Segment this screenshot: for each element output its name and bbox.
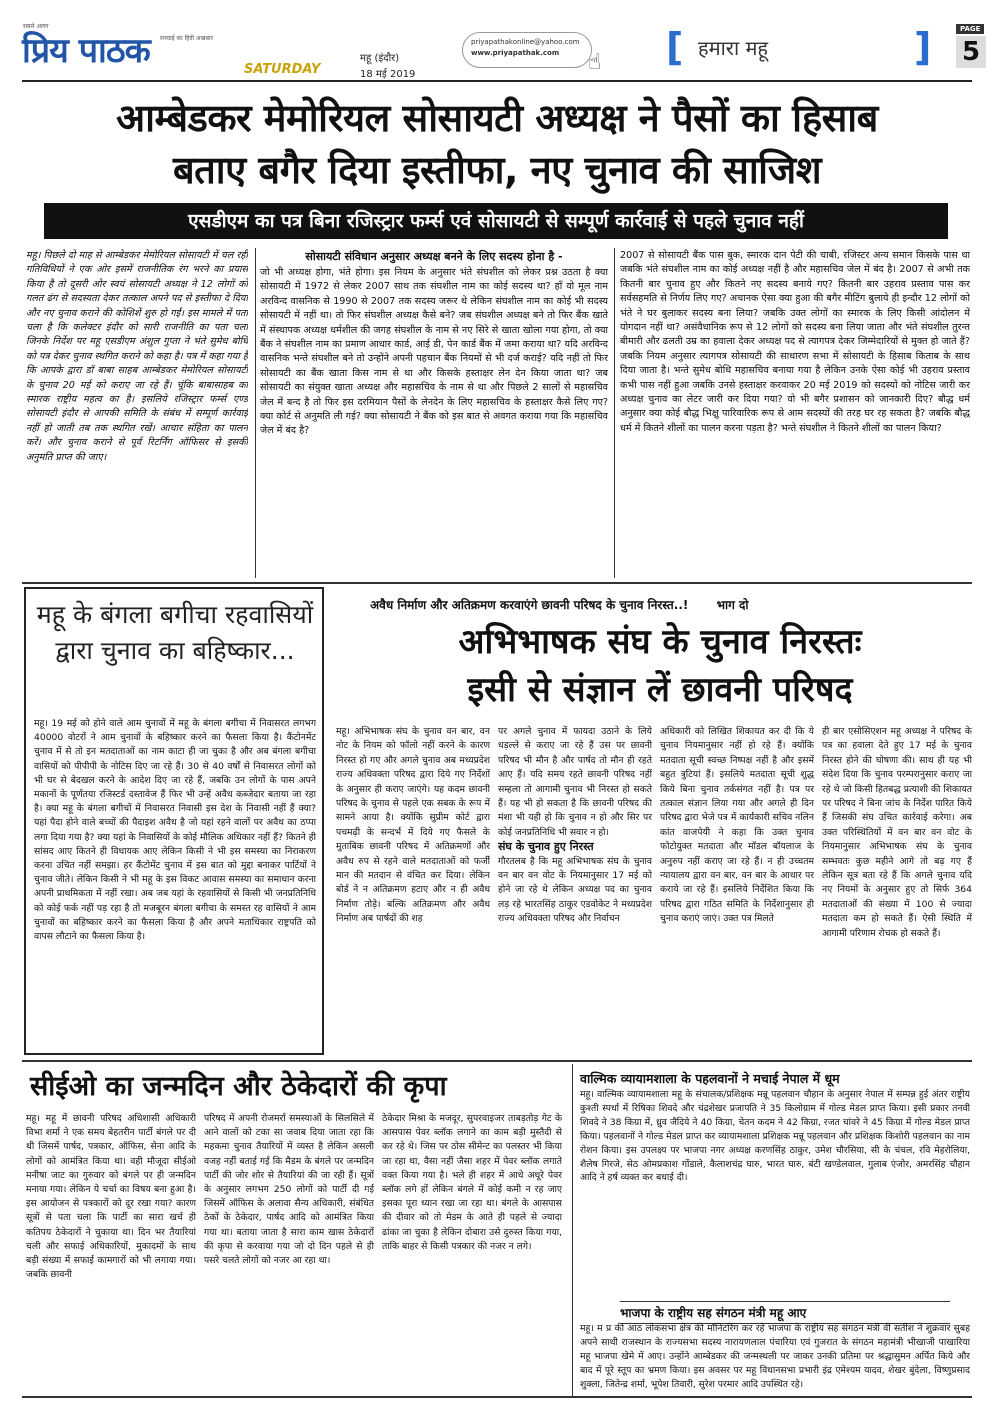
boxed-story-body: महू। 19 मई को होने वाले आम चुनावों में महू के बंगला बगीचा में निवासरत लगभग 40000 वोटरों ने आम चुनावों के बहिष्कार करने का फैसला किया है। कैंटोनमेंट चुनाव में से तो इन मतदाताओं का नाम काटा ही जा चुका है और अब बंगला बगीचा वासियों को पीपीपी के नोटिस दिए जा रहे हैं। 30 से 40 वर्षों से निवासरत लोगों को भी घर से बेदखल करने के आदेश दिए जा रहे हैं, जबकि उन लोगों के पास अपने मकानों के पूर्णतया रजिस्टर्ड दस्तावेज हैं फिर भी उन्हें अवैध कब्जेदार बताया जा रहा है। क्या महू के बंगला बगीचों में निवासरत निवासी इस देश के निवासी नहीं हैं क्या? यहां पैदा होने वाले बच्चों की पैदाइश अवैध है जो यहां रहने वालों पर अवैध का ठप्पा लगा दिया गया है? क्या यहां के निवासियों के कोई मौलिक अधिकार नहीं हैं? कितने ही सांसद आए कितने ही विधायक आए लेकिन किसी ने भी इस समस्या का निराकरण करना उचित नहीं समझा। हर कैंटोमेंट चुनाव में इस बात को मुद्दा बनाकर पार्टियों ने चुनाव जीते। लेकिन किसी ने भी महू के इस विकट आवास समस्या का समाधान करना अपनी प्राथमिकता में नहीं रखा। अब जब यहां के रहवासियों से किसी भी जनप्रतिनिधि को कोई फर्क नहीं पड़ रहा है तो मजबूरन बंगला बगीचा के समस्त रह वासियों ने आम चुनावों का बहिष्कार करने का फैसला किया है और अपने मताधिकार राष्ट्रपति को वापस लौटाने का फैसला किया है। [34,718,316,943]
column-divider [614,248,615,578]
column-divider [572,1064,573,1396]
pointing-hand-icon: ☝ [588,50,602,75]
bjp-story-body: महू। म प्र की आठ लोकसभा क्षेत्र की मॉनिटरिंग कर रहे भाजपा के राष्ट्रीय सह संगठन मंत्री वी सतीश ने शुक्रवार सुबह अपने साथी राजस्थान के राज्यसभा सदस्य नारायणलाल पंचारिया एवं गुजरात के संगठन महामंत्री भीखाजी पाखारिया महू भाजपा खेमे में आए। उन्होंने आम्बेडकर की जन्मस्थली पर जाकर उनकी प्रतिमा पर श्रद्धासुमन अर्पित किये और बाद में पूरे स्तूप का भ्रमण किया। इस अवसर पर महू विधानसभा प्रभारी इंद्र एमेश्यम यादव, शेखर बुंदेला, विष्णुप्रसाद शुक्ला, जितेन्द्र शर्मा, भूपेश तिवारी, सुरेश परमार आदि उपस्थित रहे। [580,1323,970,1390]
contact-website[interactable]: www.priyapathak.com [471,49,560,57]
lead-headline-line2: बताए बगैर दिया इस्तीफा, नए चुनाव की साजिश [172,148,822,192]
lead-subheadline: एसडीएम का पत्र बिना रजिस्ट्रार फर्म्स एवं सोसायटी से सम्पूर्ण कार्रवाई से पहले चुनाव नहीं [44,203,948,239]
lead-column-2-text: जो भी अध्यक्ष होगा, भंते होगा। इस नियम के अनुसार भंते संघशील को लेकर प्रश्न उठता है क्या सोसायटी में 1972 से लेकर 2007 साथ तक संघशील नाम का कोई सदस्य था? हाँ वो मूल नाम अरविन्द वासनिक से 1990 से 2007 तक सदस्य जरूर थे लेकिन संघशील नाम का कोई भी सदस्य सोसायटी में नहीं था। तो फिर संघशील अध्यक्ष कैसे बने? जब संघशील अध्यक्ष बने तो फिर बैंक खाते में संस्थापक अध्यक्ष धर्मशील की जगह संघशील के नाम से नए सिरे से खाता खोला गया होगा, तो क्या बैंक ने संघशील नाम का प्रमाण आधार कार्ड, आई डी, पेन कार्ड बैंक में जमा कराया था? यदि अरविन्द वासनिक भन्ते संघशील बने तो उन्होंने अपनी पहचान बैंक नियमों से भी दर्ज कराई? यदि नहीं तो फिर सोसायटी का बैंक खाता किस नाम से था और किसके हस्ताक्षर लेन देन किया जाता था? जब सोसायटी का संयुक्त खाता अध्यक्ष और महासचिव के नाम से था और पिछले 2 सालों से महासचिव जेल में बन्द है तो फिर इस दरमियान पैसों के लेनदेन के लिए महासचिव के हस्ताक्षर कैसे लिए गए? क्या कोर्ट से अनुमति ली गई? क्या सोसायटी ने बैंक को इस बात से अवगत कराया गया कि महासचिव जेल में बंद है? [260,267,608,437]
dateline-place: महू (इंदौर) [360,53,400,64]
bar-story-column-2-text: पर अगले चुनाव में फायदा उठाने के लिये धड़ल्ले से कराए जा रहे हैं उस पर छावनी परिषद भी मौन है और पार्षद तो मौन ही रहते आए हैं। यदि समय रहते छावनी परिषद नहीं सम्हला तो आगामी चुनाव भी निरस्त हो सकते हैं। यह भी हो सकता है कि छावनी परिषद की मंशा भी यही हो कि चुनाव न हो और सिर पर कोई जनप्रतिनिधि भी सवार न हो। [498,726,652,838]
boxed-story [24,587,324,1055]
dateline-date: 18 मई 2019 [360,69,416,80]
lead-column-3: 2007 से सोसायटी बैंक पास बुक, स्मारक दान पेटी की चाबी, रजिस्टर अन्य समान किसके पास था जबकि भंते संघशील नाम का कोई अध्यक्ष नहीं है और महासचिव जेल में बंद है। 2007 से अभी तक कितनी बार चुनाव हुए और कितने नए सदस्य बनाये गए? कितनी बार उहराव प्रस्ताव पास कर सर्वसहमति से निर्णय लिए गए? अचानक ऐसा क्या हुआ की बगैर मीटिंग बुलाये ही इन्दौर 12 लोगों को भंते ने घर बुलाकर सदस्य बना लिया? जबकि उक्त लोगों का स्मारक के लिए किसी आंदोलन में योगदान नहीं था? असंवैधानिक रूप से 12 लोगों को सदस्य बना लिया जाता और भंते संघशील तुरन्त बीमारी और ढलती उम्र का हवाला देकर अध्यक्ष पद से त्यागपत्र देकर जिम्मेदारियों से मुक्त हो जाते हैं? जबकि नियम अनुसार त्यागपत्र सोसायटी की साधारण सभा में सोसायटी के हिसाब किताब के साथ दिया जाता है। भन्ते सुमेध बोधि महासचिव बनाया गया है लेकिन उनके ऐसा कोई भी उहराव प्रस्ताव कभी पास नहीं हुआ जबकि उनसे हस्ताक्षर करवाकर 20 मई 2019 को सदस्यों को नोटिस जारी कर अध्यक्ष चुनाव का लेटर जारी कर दिया गया? वो भी बगैर प्रशासन को जानकारी दिए? बौद्ध धर्म अनुसार क्या कोई बौद्ध भिक्षु पारिवारिक रूप से आम सदस्यों की तरह घर रह सकता है? जबकि बौद्ध धर्म में कितने शीलों का पालन करना पड़ता है? भन्ते संघशील ने कितने शीलों का पालन किया? [620,250,970,434]
bracket-right-icon: ] [914,25,932,69]
bar-story-column-2-rest: गौरतलब है कि महू अभिभाषक संघ के चुनाव वन बार वन वोट के नियमानुसार 17 मई को होने जा रहे थे लेकिन अध्यक्ष पद का चुनाव लड़ रहे भारतसिंह ठाकुर एडवोकेट ने मध्यप्रदेश राज्य अधिवक्ता परिषद और निर्वाचन [498,855,652,925]
tagline: सच्चाई का हिंदी अखबार [160,35,213,42]
bar-story-kicker [370,596,930,613]
page-number: 5 [956,36,986,68]
bar-story-headline-line2: इसी से संज्ञान लें छावनी परिषद [467,670,853,710]
bar-story-column-1: महू। अभिभाषक संघ के चुनाव वन बार, वन नोट के नियम को फॉलो नहीं करने के कारण निरस्त हो गए और अगले चुनाव अब मध्यप्रदेश राज्य अधिवक्ता परिषद द्वारा दिये गए निर्देशों के अनुसार ही कराए जाएंगे। यह कदम छावनी परिषद के चुनाव से पहले एक सबक के रूप में सामने आया है। क्योंकि सुप्रीम कोर्ट द्वारा पचमढ़ी के सन्दर्भ में दिये गए फैसले के मुताबिक छावनी परिषद में अतिक्रमणों और अवैध रुप से रहने वाले मतदाताओं को फर्जी मान की मतदान से वंचित कर दिया। लेकिन बोर्ड ने न अतिक्रमण हटाए और न ही अवैध निर्माण तोड़े। बल्कि अतिक्रमण और अवैध निर्माण अब पार्षदों की शह [336,726,490,925]
contact-email[interactable]: priyapathakonline@yahoo.com [471,38,580,46]
bar-story-subheading: संघ के चुनाव हुए निरस्त [498,840,594,854]
bar-story-part: भाग दो [716,598,749,612]
section-name: हमारा महू [698,36,769,60]
wrestling-story-body: महू। वाल्मिक व्यायामशाला महू के संचालक/प्रशिक्षक मन्नू पहलवान चौहान के अनुसार नेपाल में सम्पन्न हुई अंतर राष्ट्रीय कुश्ती स्पर्धा में रिषिका शिवदे और चंद्रशेखर प्रजापति ने 35 किलोग्राम में गोल्ड मेडल प्राप्त किया। इसी प्रकार तनवी शिवदे ने 38 किग्रा में, ध्रुव जैदिये ने 40 किग्रा, चेतन कदम ने 42 किग्रा, रजत चांवरे ने 45 किग्रा में गोल्ड मेडल प्राप्त किया। पहलवानों ने गोल्ड मेडल प्राप्त कर व्यायामशाला प्रशिक्षक मन्नू पहलवान और प्रशिक्षक किशोरी पहलवान का नाम रोशन किया। इस उपलक्ष्य पर भाजपा नगर अध्यक्ष करणसिंह ठाकुर, उमेश चौरसिया, सी के चंचल, रवि मेहरोलिया, शैलेष गिरजे, सेठ ओमप्रकाश गोंडाले, कैलाशचंद्र घारु, भारत घारु, बंटी खण्डेलवाल, गुलाब एंजोर, अमरसिंह चौहान आदि ने हर्ष व्यक्त कर बधाई दी। [580,1089,970,1184]
lead-column-1: महू। पिछले दो माह से आम्बेडकर मेमोरियल सोसायटी में चल रही गतिविधियों ने एक ओर इसमें राजनीतिक रंग भरने का प्रयास किया है तो दूसरी ओर स्वयं सोसायटी अध्यक्ष ने 12 लोगों को गलत ढंग से सदस्यता देकर तत्काल अपने पद से इस्तीफा दे दिया और नए चुनाव कराने की कोशिशें शुरु हो गईं। इस मामले में पता चला है कि कलेक्टर इंदौर को सारी राजनीति का पता चला जिनके निर्देश पर महू एसडीएम अंशुल गुप्ता ने भंते सुमेध बोधि को पत्र देकर चुनाव स्थगित कराने को कहा है। पत्र में कहा गया है कि आपके द्वारा डॉ बाबा साहब आम्बेडकर मेमोरियल सोसायटी के चुनाव 20 मई को कराए जा रहे हैं। चूंकि बाबासाहब का स्मारक राष्ट्रीय महत्व का है। इसलिये रजिस्ट्रार फर्म्स एण्ड सोसायटी इंदौर से आपकी समिति के संबंध में सम्पूर्ण कार्रवाई नहीं हो जाती तब तक स्थगित रखें। आचार संहिता का पालन करें। और चुनाव कराने से पूर्व रिटर्निंग ऑफिसर से इसकी अनुमति प्राप्त की जाए। [26,250,248,463]
bjp-story-headline: भाजपा के राष्ट्रीय सह संगठन मंत्री महू आए [620,1301,950,1324]
wrestling-story-headline: वाल्मिक व्यायामशाला के पहलवानों ने मचाई नेपाल में धूम [580,1071,840,1086]
lead-column-2 [260,249,608,577]
section-name-box [666,25,932,69]
lead-column-2-subtitle: सोसायटी संविधान अनुसार अध्यक्ष बनने के लिए सदस्य होना है - [305,250,563,263]
bar-story-column-4: ही बार एसोसिएशन महू अध्यक्ष ने परिषद के पत्र का हवाला देते हुए 17 मई के चुनाव निरस्त होने की घोषणा की। साथ ही यह भी संदेश दिया कि चुनाव परम्परानुसार कराए जा रहे थे जो किसी हितबद्ध प्रत्याशी की शिकायत पर परिषद ने बिना जांच के निर्देश पारित किये हैं जिसकी संघ उचित कार्रवाई करेगा। अब उक्त परिस्थितियों में वन बार वन वोट के नियमानुसार अभिभाषक संघ के चुनाव सम्भवतः कुछ महीने आगे तो बढ़ गए हैं लेकिन सूत्र बता रहे हैं कि अगले चुनाव यदि नए नियमों के अनुसार हुए तो सिर्फ 364 मतदाताओं की संख्या में 100 से ज्यादा मतदाता कम हो सकते हैं। ऐसी स्थिति में आगामी परिणाम रोचक हो सकते हैं। [822,726,972,939]
lead-headline [22,92,972,196]
logo-small-text: सबसे अलग [23,23,49,30]
ceo-story-column-1: महू। महू में छावनी परिषद अधिशासी अधिकारी विभा शर्मा ने एक समय बेहतरीन पार्टी बंगले पर दी थी जिसमें पार्षद, पत्रकार, ऑफिस, सेना आदि के लोगों को आमंत्रित किया था। वही मौजूदा सीईओ मनीषा जाट का गुरुवार को बंगले पर ही जन्मदिन मनाया गया। लेकिन ये चर्चा का विषय बना हुआ है। इस आयोजन से पत्रकारों को दूर रखा गया? कारण सूत्रों से पता चला कि पार्टी का सारा खर्च ही कतिपय ठेकेदारों ने चुकाया था। दिन भर तैयारियां चली और सफाई अधिकारियों, मुकादमों के साथ बड़ी संख्या में सफाई कामगारों को भी लगाया गया। जबकि छावनी [26,1113,196,1281]
column-divider [255,248,256,578]
page-bottom-rule [22,1396,972,1398]
section-divider [22,582,972,584]
masthead [22,22,981,82]
contact-bubble [462,32,592,68]
page-label: PAGE [956,24,984,34]
ceo-story-column-3: ठेकेदार मिश्रा के मजदूर, सुपरवाइजर ताबड़तोड़ गेट के आसपास पेवर ब्लॉक लगाने का काम बड़ी मुस्तैदी से कर रहे थे। जिस पर ठोस सीमेन्ट का पलस्तर भी किया जा रहा था, वैसा नहीं जैसा शहर में पेवर ब्लॉक लगाते वक्त किया गया है। भले ही शहर में आधे अधूरे पेवर ब्लॉक लगे हों लेकिन बंगले में कोई कमी न रह जाए इसका पूरा ध्यान रखा जा रहा था। बंगले के आसपास की दीवार को तो मेडम के आते ही पहले से ज्यादा ढांका जा चुका है लेकिन दोबारा उसे दुरुस्त किया गया, ताकि बाहर से किसी पत्रकार की नजर न लगे। [382,1113,562,1252]
lead-headline-line1: आम्बेडकर मेमोरियल सोसायटी अध्यक्ष ने पैसों का हिसाब [116,96,878,140]
bar-story-column-3: अधिकारी को लिखित शिकायत कर दी कि ये चुनाव नियमानुसार नहीं हो रहे हैं। क्योंकि मतदाता सूची स्वच्छ निष्पक्ष नहीं है और इसमें बहुत त्रुटियां हैं। इसलिये मतदाता सूची शुद्ध किये बिना चुनाव तर्कसंगत नहीं है। पत्र पर तत्काल संज्ञान लिया गया और अगले ही दिन परिषद द्वारा भेजे पत्र में कार्यकारी सचिव नलिन कांत वाजपेयी ने कहा कि उक्त चुनाव फोटोयुक्त मतदाता और मॉडल बॉयलाज के अनुरुप नहीं कराए जा रहे हैं। न ही उच्चतम न्यायालय द्वारा वन बार, वन बार के आधार पर कराये जा रहे हैं। इसलिये निर्देशित किया कि परिषद द्वारा गठित समिति के निर्देशानुसार ही चुनाव कराएं जाएं। उक्त पत्र मिलते [660,726,814,925]
bar-story-headline [340,618,980,714]
newspaper-logo: प्रिय पाठक [22,31,150,71]
bar-story-headline-line1: अभिभाषक संघ के चुनाव निरस्तः [458,622,862,662]
ceo-story-column-2: परिषद में अपनी रोजमर्रा समस्याओं के सिलसिले में आने वालों को टका सा जवाब दिया जाता रहा कि महकमा चुनाव तैयारियों में व्यस्त है लेकिन असली वजह नहीं बताई गई कि मैडम के बंगले पर जन्मदिन पार्टी की जोर शोर से तैयारियां की जा रही हैं। सूत्रों के अनुसार लगभग 250 लोगों को पार्टी दी गई जिसमें ऑफिस के अलावा सैन्य अधिकारी, संबंधित ठेकों के ठेकेदार, पार्षद आदि को आमंत्रित किया गया था। बताया जाता है सारा काम खास ठेकेदारों की कृपा से करवाया गया जो दो दिन पहले से ही पसरे चलते लोगों को नजर आ रहा था। [204,1113,374,1267]
bar-story-kicker-text: अवैध निर्माण और अतिक्रमण करवाएंगे छावनी परिषद के चुनाव निरस्त..! [370,598,689,612]
boxed-story-title: महू के बंगला बगीचा रहवासियों द्वारा चुनाव का बहिष्कार... [36,600,314,665]
weekday: SATURDAY [244,62,321,77]
bracket-left-icon: [ [666,25,684,69]
bar-story-column-2 [498,725,652,1055]
section-divider [22,1060,972,1062]
ceo-story-headline: सीईओ का जन्मदिन और ठेकेदारों की कृपा [30,1071,447,1102]
